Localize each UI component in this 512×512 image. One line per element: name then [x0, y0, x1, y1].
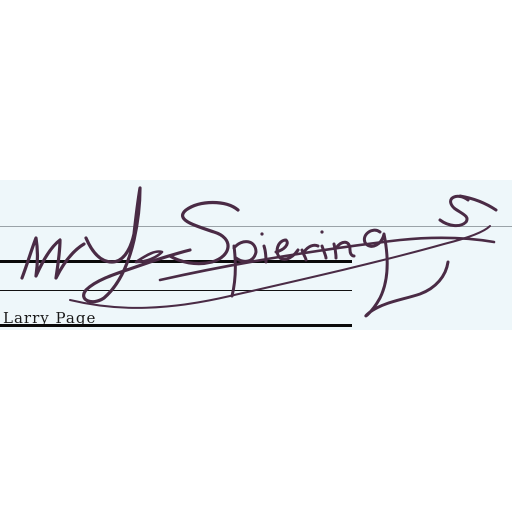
printed-name: Larry Page — [3, 309, 97, 327]
